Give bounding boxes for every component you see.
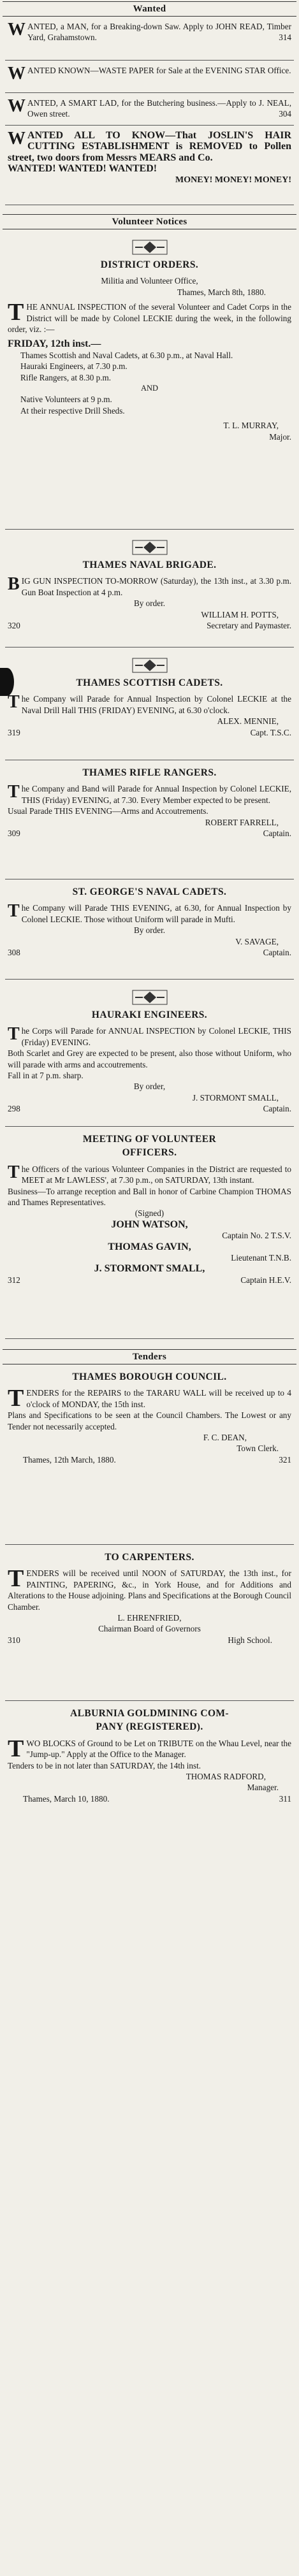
signature-rank: Captain. <box>263 948 291 958</box>
drop-cap: T <box>8 901 20 922</box>
tender-carpenters <box>5 1545 294 1701</box>
notice-title: TO CARPENTERS. <box>105 1552 194 1563</box>
notice-text-2: Usual Parade THIS EVENING—Arms and Accoutrements. <box>8 806 208 816</box>
notice-naval-brigade <box>5 530 294 648</box>
signature-2-rank: Lieutenant T.N.B. <box>231 1253 291 1263</box>
notice-text: he Company will Parade THIS EVENING, at 6.30, for Annual Inspection by Colonel LECKIE. Those without Uniform will parade in Mufti. <box>21 903 291 924</box>
ink-blot <box>0 668 14 696</box>
signature: WILLIAM H. POTTS, <box>201 609 279 619</box>
ad-joslin <box>5 126 294 205</box>
office-line: Militia and Volunteer Office, <box>101 276 198 286</box>
ad-text: ANTED KNOWN—WASTE PAPER for Sale at the EVENING STAR Office. <box>27 66 291 75</box>
order-line-4: Native Volunteers at 9 p.m. <box>20 394 112 405</box>
notice-rifle-rangers <box>5 760 294 879</box>
by-order: By order. <box>133 925 166 936</box>
ad-wanted-man <box>5 17 294 61</box>
notice-title: THAMES BOROUGH COUNCIL. <box>72 1371 227 1382</box>
ad-text: ANTED, A SMART LAD, for the Butchering business.—Apply to J. NEAL, Owen street. <box>27 98 291 119</box>
notice-text: ENDERS will be received until NOON of SATURDAY, the 13th inst., for PAINTING, PAPERING, &c., in York House, and for Additions and Alterations to the House adjoining. Plans and Specifications at the Borough Council Chamber. <box>8 1568 291 1612</box>
signature-rank: Town Clerk. <box>237 1444 279 1454</box>
notice-hauraki-engineers <box>5 980 294 1127</box>
signature: ALEX. MENNIE, <box>217 716 279 727</box>
drop-cap: T <box>8 1024 20 1045</box>
ad-number: 304 <box>279 109 291 119</box>
notice-title: MEETING OF VOLUNTEER <box>82 1134 217 1145</box>
notice-text-2: Both Scarlet and Grey are expected to be present, also those without Uniform, who will parade with arms and accoutrements. <box>8 1048 291 1069</box>
drop-cap: W <box>8 96 26 116</box>
signature-rank: Major. <box>269 431 291 442</box>
order-line-1: Thames Scottish and Naval Cadets, at 6.30 p.m., at Naval Hall. <box>20 350 233 360</box>
drop-cap: T <box>8 692 20 713</box>
ad-text: ANTED ALL TO KNOW—That JOSLIN'S HAIR CUTTING ESTABLISHMENT is REMOVED to Pollen street, two doors from Messrs MEARS and Co. <box>8 130 291 163</box>
notice-text: IG GUN INSPECTION TO-MORROW (Saturday), the 13th inst., at 3.30 p.m. Gun Boat Inspection at 4 p.m. <box>21 576 291 597</box>
notice-text: WO BLOCKS of Ground to be Let on TRIBUTE on the Whau Level, near the "Jump-up." Apply at the Office to the Manager. <box>26 1738 291 1760</box>
notice-text: he Corps will Parade for ANNUAL INSPECTION by Colonel LECKIE, THIS (Friday) EVENING. <box>21 1026 291 1047</box>
notice-title: THAMES RIFLE RANGERS. <box>82 767 217 778</box>
by-order: By order. <box>133 598 166 609</box>
ad-smart-lad <box>5 93 294 126</box>
signature-rank: Chairman Board of Governors <box>98 1624 201 1634</box>
date-line: Thames, March 8th, 1880. <box>177 287 266 297</box>
order-line-3: Rifle Rangers, at 8.30 p.m. <box>20 372 112 382</box>
signature-1: JOHN WATSON, <box>111 1219 188 1230</box>
date-line: Thames, March 10, 1880. <box>23 1793 110 1804</box>
signature: L. EHRENFRIED, <box>117 1613 182 1623</box>
drop-cap: T <box>8 1735 24 1762</box>
notice-st-georges <box>5 879 294 980</box>
signature-3: J. STORMONT SMALL, <box>94 1263 205 1275</box>
notice-text-2: Business—To arrange reception and Ball in honor of Carbine Champion THOMAS and Thames Representatives. <box>8 1186 291 1208</box>
signature-rank: Captain. <box>263 829 291 839</box>
notice-text-2: Plans and Specifications to be seen at the Council Chambers. The Lowest or any Tender not necessarily accepted. <box>8 1410 291 1431</box>
ad-number: 309 <box>8 829 20 839</box>
friday-line: FRIDAY, 12th inst.— <box>8 338 101 350</box>
school-line: High School. <box>228 1635 272 1645</box>
signature-1-rank: Captain No. 2 T.S.V. <box>222 1231 291 1241</box>
notice-title-2: OFFICERS. <box>122 1147 177 1159</box>
drop-cap: B <box>8 574 20 595</box>
notice-title: DISTRICT ORDERS. <box>100 259 199 270</box>
signature: ROBERT FARRELL, <box>205 817 279 827</box>
signature-rank: Captain. <box>263 1104 291 1114</box>
drop-cap: T <box>8 1162 20 1182</box>
notice-district-orders <box>5 229 294 530</box>
ad-number: 311 <box>279 1793 291 1804</box>
by-order: By order, <box>133 1082 166 1092</box>
drop-cap: W <box>8 20 26 40</box>
wanted-line: WANTED! WANTED! WANTED! <box>8 163 157 175</box>
section-header-tenders: Tenders <box>3 1349 296 1364</box>
ad-number: 310 <box>8 1635 20 1645</box>
notice-text: he Officers of the various Volunteer Companies in the District are requested to MEET at Mr LAWLESS', at 7.30 p.m., on SATURDAY, 13th instant. <box>21 1164 291 1185</box>
ad-number: 321 <box>279 1454 291 1465</box>
notice-scottish-cadets <box>5 648 294 760</box>
notice-text: he Company will Parade for Annual Inspection by Colonel LECKIE at the Naval Drill Hall THIS (FRIDAY) EVENING, at 6.30 o'clock. <box>21 694 291 715</box>
signature: THOMAS RADFORD, <box>186 1772 266 1782</box>
tender-borough-council <box>5 1364 294 1545</box>
signature-2: THOMAS GAVIN, <box>108 1241 191 1252</box>
notice-text: ENDERS for the REPAIRS to the TARARU WALL will be received up to 4 o'clock of MONDAY, the 15th inst. <box>26 1388 291 1409</box>
drop-cap: T <box>8 299 24 326</box>
signature: V. SAVAGE, <box>235 936 279 946</box>
signature-rank: Manager. <box>247 1783 279 1793</box>
signature: J. STORMONT SMALL, <box>192 1092 279 1103</box>
money-line: MONEY! MONEY! MONEY! <box>175 175 291 185</box>
notice-title: THAMES SCOTTISH CADETS. <box>76 677 223 688</box>
crest-ornament-icon <box>128 238 172 257</box>
signature-rank: Capt. T.S.C. <box>250 727 291 737</box>
ad-waste-paper <box>5 61 294 93</box>
crest-ornament-icon <box>128 538 172 557</box>
ad-number: 319 <box>8 727 20 737</box>
order-line-2: Hauraki Engineers, at 7.30 p.m. <box>20 361 128 372</box>
crest-ornament-icon <box>128 656 172 675</box>
ad-number: 320 <box>8 621 20 631</box>
notice-title: THAMES NAVAL BRIGADE. <box>82 560 217 570</box>
section-header-wanted: Wanted <box>3 1 296 17</box>
notice-title-2: PANY (REGISTERED). <box>96 1721 203 1733</box>
notice-title: HAURAKI ENGINEERS. <box>91 1009 208 1020</box>
ad-number: 312 <box>8 1275 20 1285</box>
ad-number: 298 <box>8 1104 20 1114</box>
notice-title: ST. GEORGE'S NAVAL CADETS. <box>72 886 227 897</box>
signature-3-rank: Captain H.E.V. <box>240 1275 291 1285</box>
notice-text: he Company and Band will Parade for Annual Inspection by Colonel LECKIE, THIS (Friday) EVENING, at 7.30. Every Member expected to be present. <box>21 784 291 805</box>
tender-alburnia <box>5 1701 294 1876</box>
ad-number: 314 <box>279 33 291 43</box>
ad-number: 308 <box>8 948 20 958</box>
and-line: AND <box>140 384 159 393</box>
notice-meeting-officers <box>5 1127 294 1339</box>
signature-rank: Secretary and Paymaster. <box>207 621 291 631</box>
drop-cap: T <box>8 782 20 802</box>
signature: T. L. MURRAY, <box>223 421 279 431</box>
signed-label: (Signed) <box>135 1208 164 1219</box>
section-header-volunteer: Volunteer Notices <box>3 214 296 229</box>
ad-text: ANTED, a MAN, for a Breaking-down Saw. Apply to JOHN READ, Timber Yard, Grahamstown. <box>27 22 291 43</box>
order-line-5: At their respective Drill Sheds. <box>20 405 125 416</box>
notice-title: ALBURNIA GOLDMINING COM- <box>70 1708 229 1719</box>
notice-text-2: Tenders to be in not later than SATURDAY, the 14th inst. <box>8 1760 201 1770</box>
notice-text-3: Fall in at 7 p.m. sharp. <box>8 1071 84 1081</box>
crest-ornament-icon <box>128 988 172 1007</box>
drop-cap: T <box>8 1565 24 1593</box>
date-line: Thames, 12th March, 1880. <box>23 1454 116 1465</box>
drop-cap: T <box>8 1385 24 1412</box>
drop-cap: W <box>8 129 26 148</box>
signature: F. C. DEAN, <box>203 1433 247 1443</box>
notice-text: HE ANNUAL INSPECTION of the several Volunteer and Cadet Corps in the District will be made by Colonel LECKIE during the week, in the following order, viz. :— <box>8 302 291 335</box>
drop-cap: W <box>8 64 26 83</box>
